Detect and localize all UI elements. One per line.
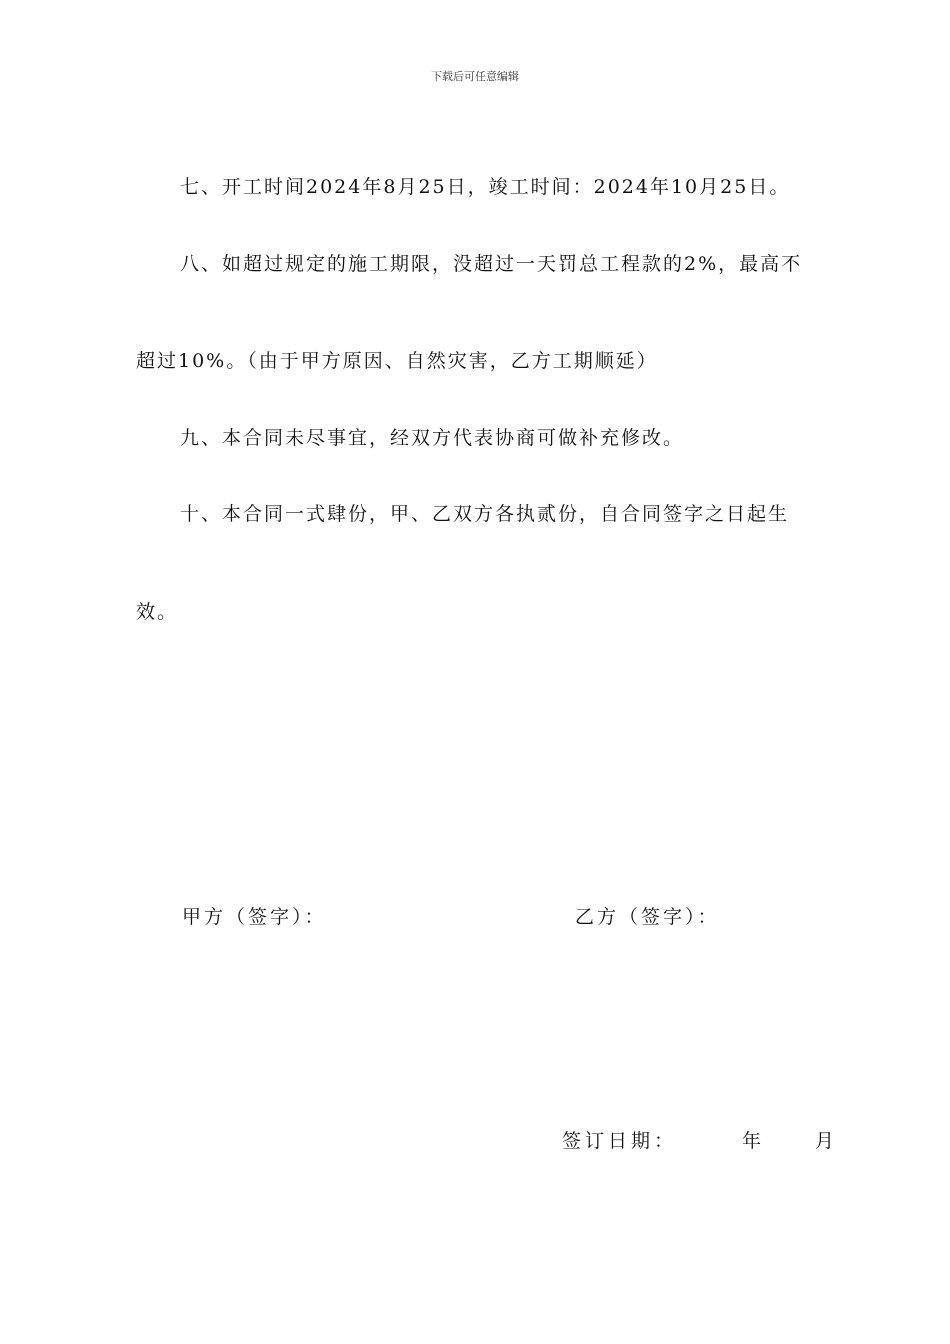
page-header: 下载后可任意编辑 (431, 70, 519, 83)
clause-8-line-1: 八、如超过规定的施工期限，没超过一天罚总工程款的2%，最高不 (180, 253, 803, 275)
clause-7: 七、开工时间2024年8月25日，竣工时间：2024年10月25日。 (180, 176, 791, 198)
sign-date-label: 签订日期： (562, 1130, 678, 1152)
clause-8-line-2: 超过10%。（由于甲方原因、自然灾害，乙方工期顺延） (136, 350, 658, 372)
party-b-signature-label: 乙方（签字）： (575, 906, 720, 928)
sign-date-year: 年 (742, 1130, 762, 1152)
clause-10-line-1: 十、本合同一式肆份，甲、乙双方各执贰份，自合同签字之日起生 (180, 503, 790, 525)
sign-date-month: 月 (815, 1130, 835, 1152)
clause-10-line-2: 效。 (136, 601, 179, 623)
clause-9: 九、本合同未尽事宜，经双方代表协商可做补充修改。 (180, 427, 685, 449)
party-a-signature-label: 甲方（签字）： (182, 906, 327, 928)
